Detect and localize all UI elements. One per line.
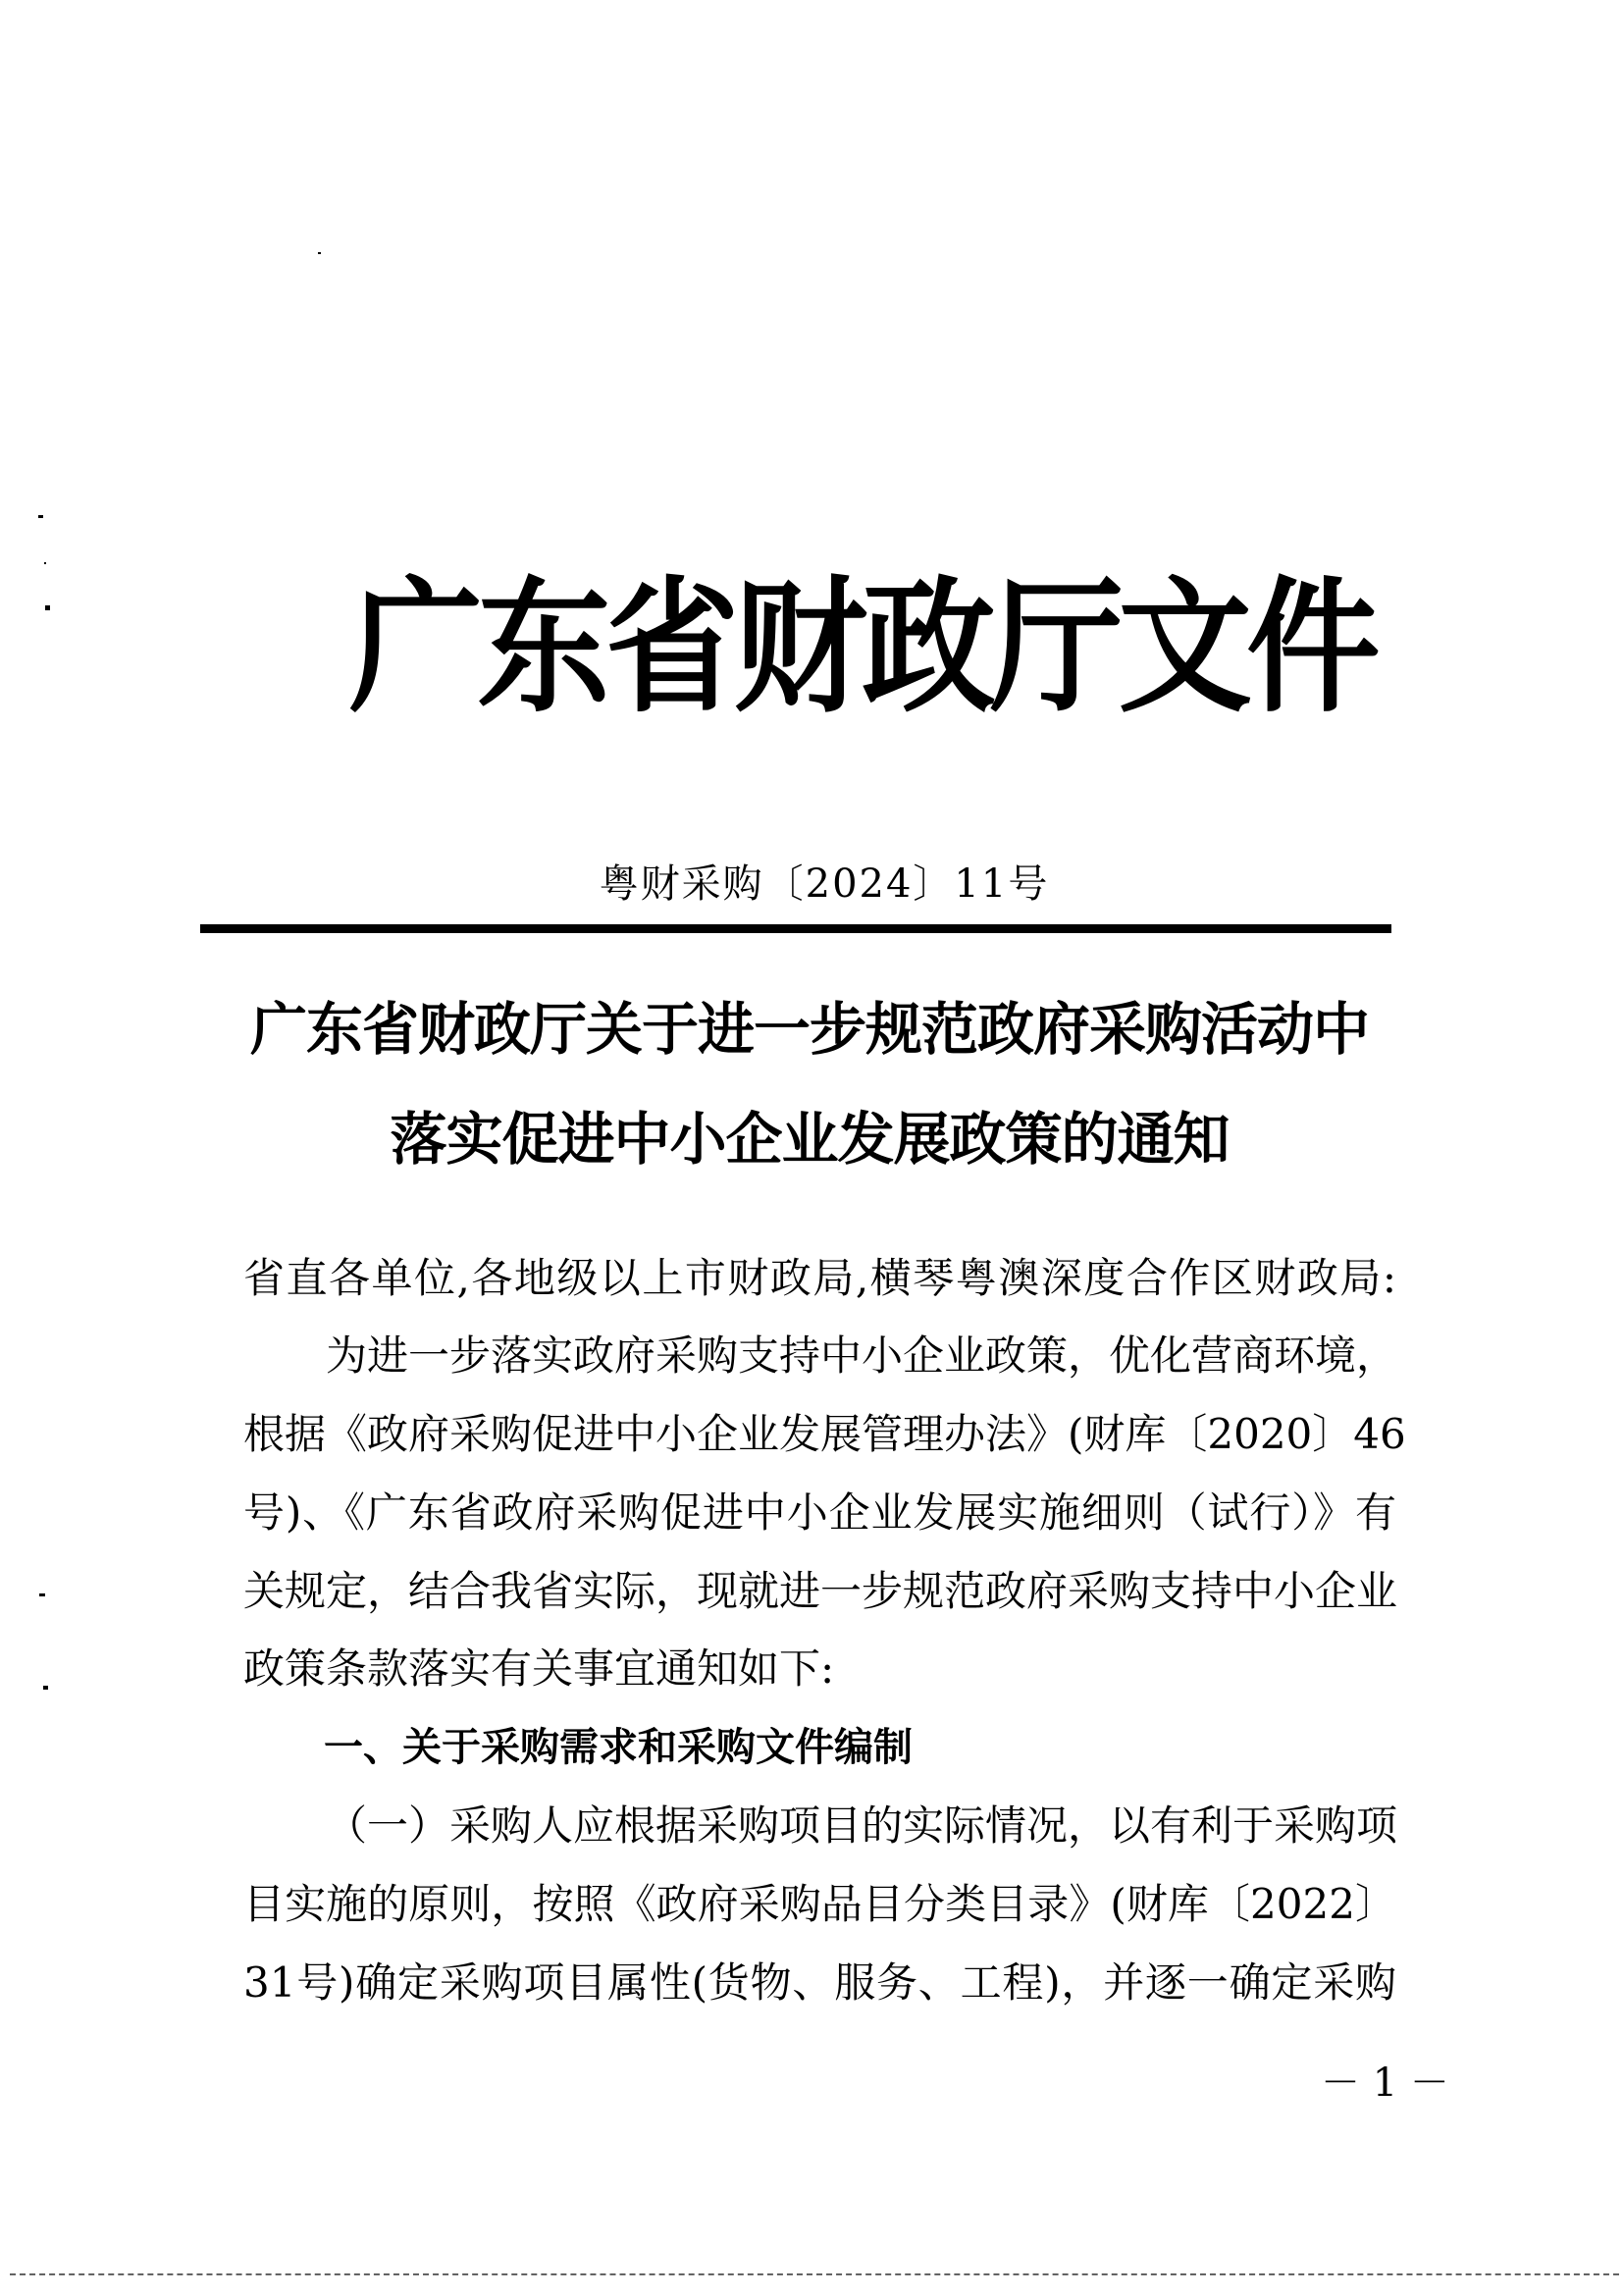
paragraph-line: （一）采购人应根据采购项目的实际情况，以有利于采购项 [326, 1801, 1398, 1850]
paragraph-line: 关规定，结合我省实际，现就进一步规范政府采购支持中小企业 [243, 1567, 1398, 1615]
header-divider-rule [200, 924, 1391, 933]
page-number: － 1 － [1321, 2061, 1449, 2106]
scan-artifact [45, 605, 50, 610]
scan-artifact [318, 252, 321, 254]
document-title-line-1: 广东省财政厅关于进一步规范政府采购活动中 [249, 996, 1369, 1063]
masthead-title: 广东省财政厅文件 [348, 563, 1375, 732]
scan-artifact [39, 1593, 45, 1596]
paragraph-line: 为进一步落实政府采购支持中小企业政策，优化营商环境， [326, 1331, 1398, 1380]
scan-artifact [43, 1686, 48, 1690]
addressee-line: 省直各单位,各地级以上市财政局,横琴粤澳深度合作区财政局: [243, 1254, 1396, 1302]
document-number: 粤财采购〔2024〕11号 [599, 861, 1050, 907]
paragraph-line: 号)、《广东省政府采购促进中小企业发展实施细则（试行）》有 [243, 1488, 1396, 1537]
scan-artifact [38, 515, 43, 518]
paragraph-line: 31号)确定采购项目属性(货物、服务、工程)，并逐一确定采购 [243, 1958, 1396, 2007]
paragraph-line: 根据《政府采购促进中小企业发展管理办法》(财库〔2020〕46 [243, 1410, 1406, 1458]
paragraph-line: 目实施的原则，按照《政府采购品目分类目录》(财库〔2022〕 [243, 1880, 1396, 1928]
scan-artifact [44, 562, 46, 564]
document-title-line-2: 落实促进中小企业发展政策的通知 [390, 1106, 1230, 1173]
paragraph-line: 政策条款落实有关事宜通知如下: [243, 1644, 835, 1693]
section-heading: 一、关于采购需求和采购文件编制 [324, 1725, 913, 1770]
scan-edge-line [10, 2273, 1619, 2275]
